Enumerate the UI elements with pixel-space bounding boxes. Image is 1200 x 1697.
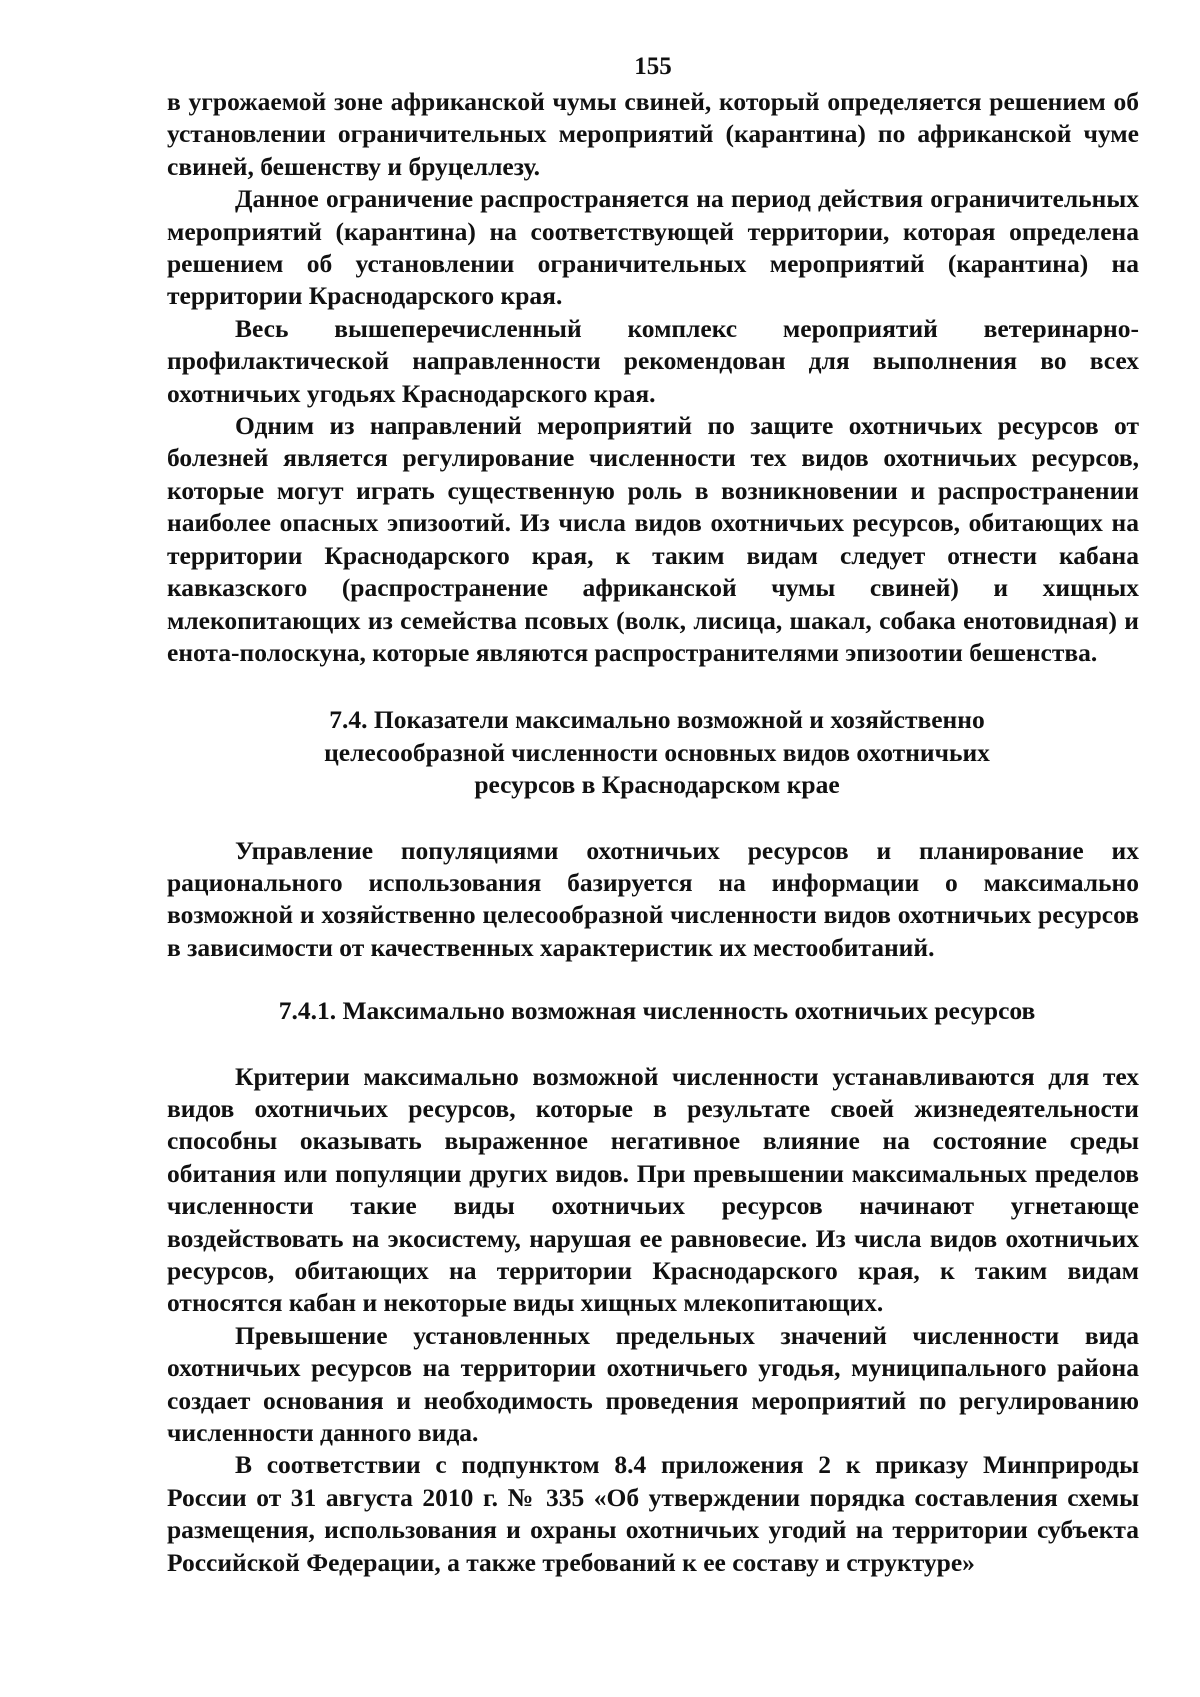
section-7-4-heading-line2: целесообразной численности основных видов охотничьих: [324, 737, 990, 767]
paragraph-restriction-period: Данное ограничение распространяется на период действия ограничительных мероприятий (карантина) на соответствующей территории, которая определена решением об установлении ограничительных мероприятий (карантина) на территории Краснодарского края.: [167, 184, 1139, 311]
section-7-4-1-heading: 7.4.1. Максимально возможная численность охотничьих ресурсов: [278, 996, 1036, 1026]
document-page: [167, 52, 1139, 1579]
paragraph-ministry-order: В соответствии с подпунктом 8.4 приложения 2 к приказу Минприроды России от 31 августа 2010 г. № 335 «Об утверждении порядка составления схемы размещения, использования и охраны охотничьих угодий на территории субъекта Российской Федерации, а также требований к ее составу и структуре»: [167, 1450, 1139, 1577]
paragraph-max-criteria: Критерии максимально возможной численности устанавливаются для тех видов охотничьих ресурсов, которые в результате своей жизнедеятельности способны оказывать выраженное негативное влияние на состояние среды обитания или популяции других видов. При превышении максимальных пределов численности такие виды охотничьих ресурсов начинают угнетающе воздействовать на экосистему, нарушая ее равновесие. Из числа видов охотничьих ресурсов, обитающих на территории Краснодарского края, к таким видам относятся кабан и некоторые виды хищных млекопитающих.: [167, 1061, 1139, 1318]
section-7-4-heading-line1: 7.4. Показатели максимально возможной и хозяйственно: [329, 705, 985, 735]
paragraph-continuation: в угрожаемой зоне африканской чумы свиней, который определяется решением об установлении ограничительных мероприятий (карантина) по африканской чуме свиней, бешенству и бруцеллезу.: [167, 87, 1139, 181]
section-7-4-heading-line3: ресурсов в Краснодарском крае: [474, 770, 840, 800]
paragraph-population-regulation: Одним из направлений мероприятий по защите охотничьих ресурсов от болезней является регулирование численности тех видов охотничьих ресурсов, которые могут играть существенную роль в возникновении и распространении наиболее опасных эпизоотий. Из числа видов охотничьих ресурсов, обитающих на территории Краснодарского края, к таким видам следует отнести кабана кавказского (распространение африканской чумы свиней) и хищных млекопитающих из семейства псовых (волк, лисица, шакал, собака енотовидная) и енота-полоскуна, которые являются распространителями эпизоотии бешенства.: [167, 411, 1139, 667]
page-number: 155: [634, 53, 672, 80]
section-7-4-heading: [167, 704, 1139, 801]
paragraph-threshold-exceeded: Превышение установленных предельных значений численности вида охотничьих ресурсов на территории охотничьего угодья, муниципального района создает основания и необходимость проведения мероприятий по регулированию численности данного вида.: [167, 1320, 1139, 1448]
paragraph-population-management: Управление популяциями охотничьих ресурсов и планирование их рационального использования базируется на информации о максимально возможной и хозяйственно целесообразной численности видов охотничьих ресурсов в зависимости от качественных характеристик их местообитаний.: [167, 835, 1139, 962]
paragraph-veterinary-complex: Весь вышеперечисленный комплекс мероприятий ветеринарно-профилактической направленности рекомендован для выполнения во всех охотничьих угодьях Краснодарского края.: [167, 313, 1139, 408]
